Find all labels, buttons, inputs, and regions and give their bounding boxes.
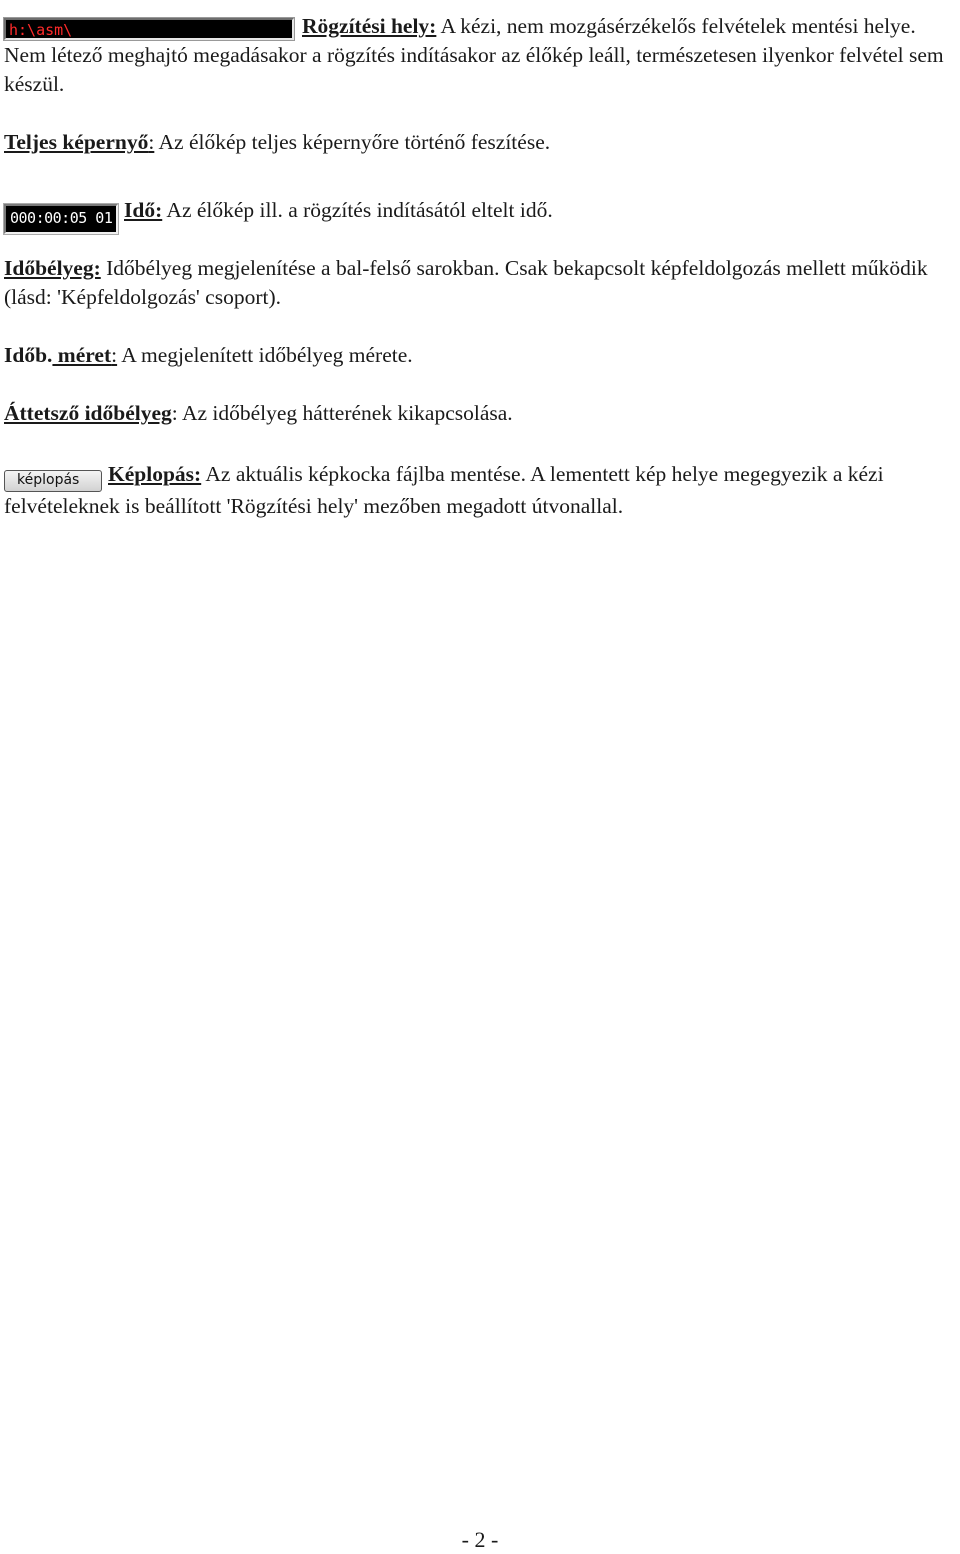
term-recording-location: Rögzítési hely: [302, 14, 437, 38]
term-snapshot: Képlopás: [108, 462, 202, 486]
entry-fullscreen [4, 128, 959, 157]
term-timestamp-size-prefix: Időb. [4, 343, 53, 367]
desc-timestamp: Időbélyeg megjelenítése a bal-felső sarokban. Csak bekapcsolt képfeldolgozás mellett működik (lásd: 'Képfeldolgozás' csoport). [4, 256, 928, 309]
page-number: - 2 - [461, 1527, 499, 1552]
term-timestamp-size: méret [52, 343, 112, 367]
snapshot-button[interactable]: képlopás [4, 470, 102, 492]
entry-timestamp-size [4, 341, 959, 370]
term-timestamp-size-colon: : [111, 343, 118, 367]
desc-transparent-timestamp: Az időbélyeg hátterének kikapcsolása. [177, 401, 513, 425]
term-fullscreen: Teljes képernyő [4, 130, 149, 154]
entry-snapshot [4, 460, 959, 521]
entry-transparent-timestamp [4, 399, 959, 428]
term-timestamp: Időbélyeg: [4, 256, 101, 280]
desc-fullscreen: Az élőkép teljes képernyőre történő feszítése. [154, 130, 551, 154]
term-transparent-timestamp: Áttetsző időbélyeg [4, 401, 172, 425]
term-transparent-timestamp-colon: : [171, 401, 178, 425]
term-time: Idő: [124, 198, 163, 222]
desc-time: Az élőkép ill. a rögzítés indításától eltelt idő. [162, 198, 553, 222]
entry-recording-location [4, 12, 959, 99]
term-fullscreen-colon: : [148, 130, 155, 154]
desc-snapshot: Az aktuális képkocka fájlba mentése. A lementett kép helye megegyezik a kézi felvételeknek is beállított 'Rögzítési hely' mezőben megadott útvonallal. [4, 462, 884, 518]
desc-recording-location: A kézi, nem mozgásérzékelős felvételek mentési helye. Nem létező meghajtó megadásakor a rögzítés indításakor az élőkép leáll, természetesen ilyenkor felvétel sem készül. [4, 14, 944, 96]
entry-timestamp [4, 254, 959, 312]
desc-timestamp-size: A megjelenített időbélyeg mérete. [117, 343, 413, 367]
recording-path-field[interactable]: h:\asm\ [4, 18, 294, 40]
elapsed-timer-display: 000:00:05 01 [4, 204, 118, 234]
entry-time [4, 196, 959, 234]
